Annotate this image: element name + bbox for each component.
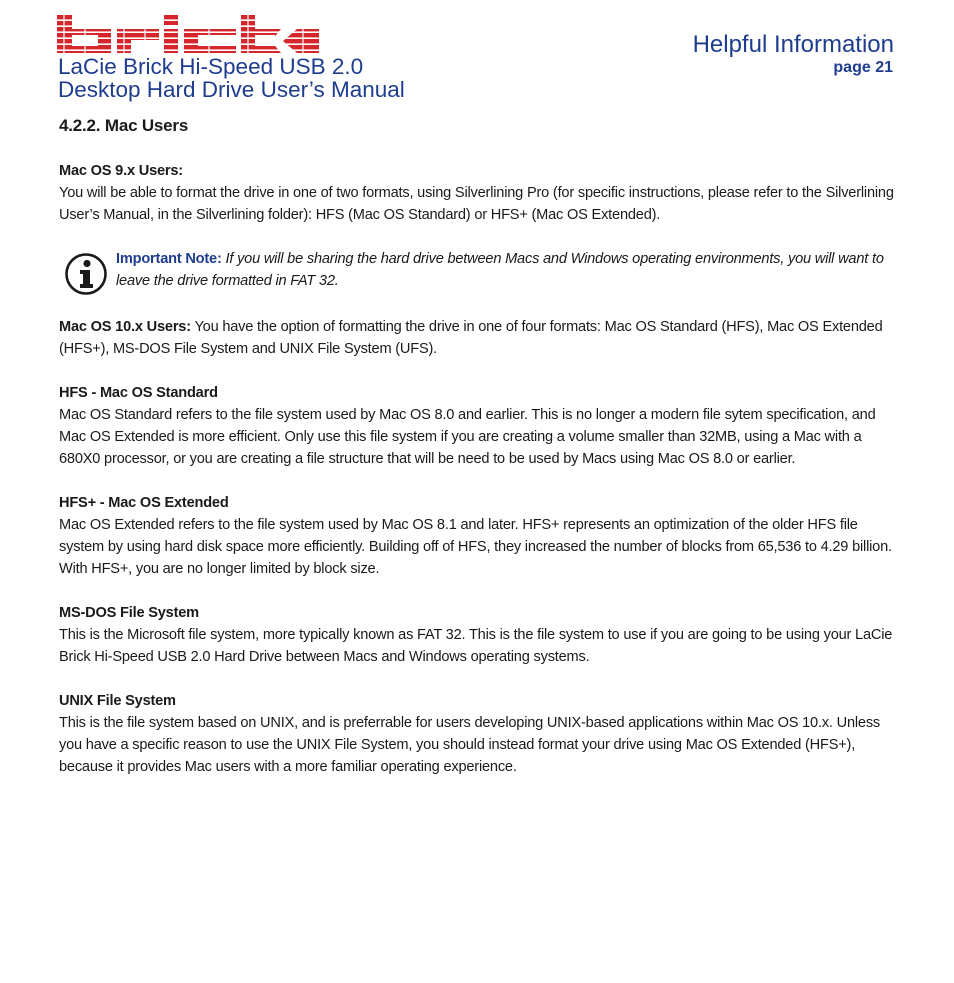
mac-os-10-title: Mac OS 10.x Users:	[59, 319, 191, 335]
unix-block	[59, 690, 899, 778]
mac-os-9-title: Mac OS 9.x Users:	[59, 163, 183, 179]
unix-body: This is the file system based on UNIX, and is preferrable for users developing UNIX-based applications within Mac OS 10.x. Unless you have a specific reason to use the UNIX File System, you should instead format your drive using Mac OS Extended (HFS+), because it provides Mac users with a more familiar operating experience.	[59, 715, 881, 775]
ms-dos-block	[59, 602, 899, 668]
product-title-line-2: Desktop Hard Drive User’s Manual	[58, 77, 405, 102]
page-content	[59, 114, 899, 800]
hfs-body: Mac OS Standard refers to the file system used by Mac OS 8.0 and earlier. This is no longer a modern file sytem specification, and Mac OS Extended is more efficient. Only use this file system if you are creating a volume smaller than 32MB, using a Mac with a 680X0 processor, or you are creating a file structure that will be need to be used by Macs using Mac OS 8.0 or earlier.	[59, 407, 876, 467]
ms-dos-title: MS-DOS File System	[59, 605, 199, 621]
info-icon	[64, 252, 108, 296]
mac-os-10-block	[59, 316, 899, 360]
hfs-plus-title: HFS+ - Mac OS Extended	[59, 495, 229, 511]
hfs-title: HFS - Mac OS Standard	[59, 385, 218, 401]
ms-dos-body: This is the Microsoft file system, more typically known as FAT 32. This is the file system to use if you are going to be using your LaCie Brick Hi-Speed USB 2.0 Hard Drive between Macs and Windows operating systems.	[59, 627, 893, 665]
mac-os-10-body: You have the option of formatting the drive in one of four formats: Mac OS Standard (HFS), Mac OS Extended (HFS+), MS-DOS File System and UNIX File System (UFS).	[59, 319, 883, 357]
hfs-plus-body: Mac OS Extended refers to the file system used by Mac OS 8.1 and later. HFS+ represents an optimization of the older HFS file system by using hard disk space more efficiently. Building off of HFS, they increased the number of blocks from 65,536 to 4.29 billion. With HFS+, you are no longer limited by block size.	[59, 517, 892, 577]
important-note	[59, 248, 899, 294]
hfs-block	[59, 382, 899, 470]
mac-os-9-block	[59, 160, 899, 226]
brick-logo-graphic	[57, 15, 319, 55]
product-title-line-1: LaCie Brick Hi-Speed USB 2.0	[58, 54, 364, 79]
page-number: page 21	[833, 59, 893, 76]
hfs-plus-block	[59, 492, 899, 580]
product-title	[58, 55, 405, 101]
important-note-label: Important Note:	[116, 251, 222, 267]
section-title: Helpful Information	[692, 31, 894, 58]
important-note-text: If you will be sharing the hard drive between Macs and Windows operating environments, you will want to leave the drive formatted in FAT 32.	[116, 251, 884, 289]
unix-title: UNIX File System	[59, 693, 176, 709]
section-heading: 4.2.2. Mac Users	[59, 116, 189, 135]
mac-os-9-body: You will be able to format the drive in one of two formats, using Silverlining Pro (for specific instructions, please refer to the Silverlining User’s Manual, in the Silverlining folder): HFS (Mac OS Standard) or HFS+ (Mac OS Extended).	[59, 185, 894, 223]
brick-logo	[57, 15, 319, 55]
